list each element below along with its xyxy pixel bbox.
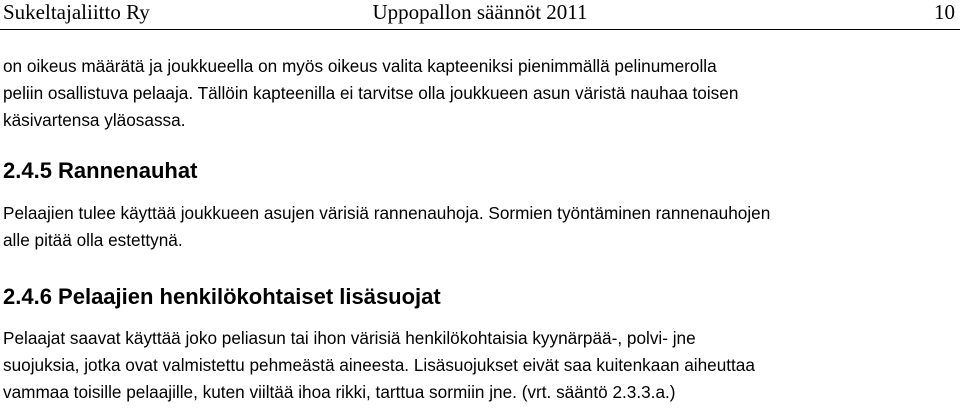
header-document-title: Uppopallon säännöt 2011 [372,0,588,24]
paragraph-line: suojuksia, jotka ovat valmistettu pehmeästä aineesta. Lisäsuojukset eivät saa kuitenkaan aiheuttaa [3,355,755,375]
paragraph-line: vammaa toisille pelaajille, kuten viiltää ihoa rikki, tarttua sormiin jne. (vrt. sääntö 2.3.3.a.) [3,382,676,402]
paragraph-line: peliin osallistuva pelaaja. Tällöin kapteenilla ei tarvitse olla joukkueen asun väristä nauhaa toisen [3,83,739,103]
header-organization: Sukeltajaliitto Ry [3,0,150,24]
rannenauhat-paragraph [3,200,958,254]
paragraph-line: on oikeus määrätä ja joukkueella on myös oikeus valita kapteeniksi pienimmällä pelinumerolla [3,56,717,76]
paragraph-line: käsivartensa yläosassa. [3,110,186,130]
section-heading-rannenauhat: 2.4.5 Rannenauhat [3,158,198,183]
intro-paragraph [3,53,958,134]
page-header [0,0,960,28]
section-heading-lisasuojat: 2.4.6 Pelaajien henkilökohtaiset lisäsuojat [3,284,441,309]
paragraph-line: Pelaajat saavat käyttää joko peliasun tai ihon värisiä henkilökohtaisia kyynärpää-, polvi- jne [3,328,696,348]
header-page-number: 10 [934,0,955,24]
header-divider [0,29,960,30]
paragraph-line: alle pitää olla estettynä. [3,230,183,250]
paragraph-line: Pelaajien tulee käyttää joukkueen asujen värisiä rannenauhoja. Sormien työntäminen rannenauhojen [3,203,771,223]
lisasuojat-paragraph [3,325,958,406]
